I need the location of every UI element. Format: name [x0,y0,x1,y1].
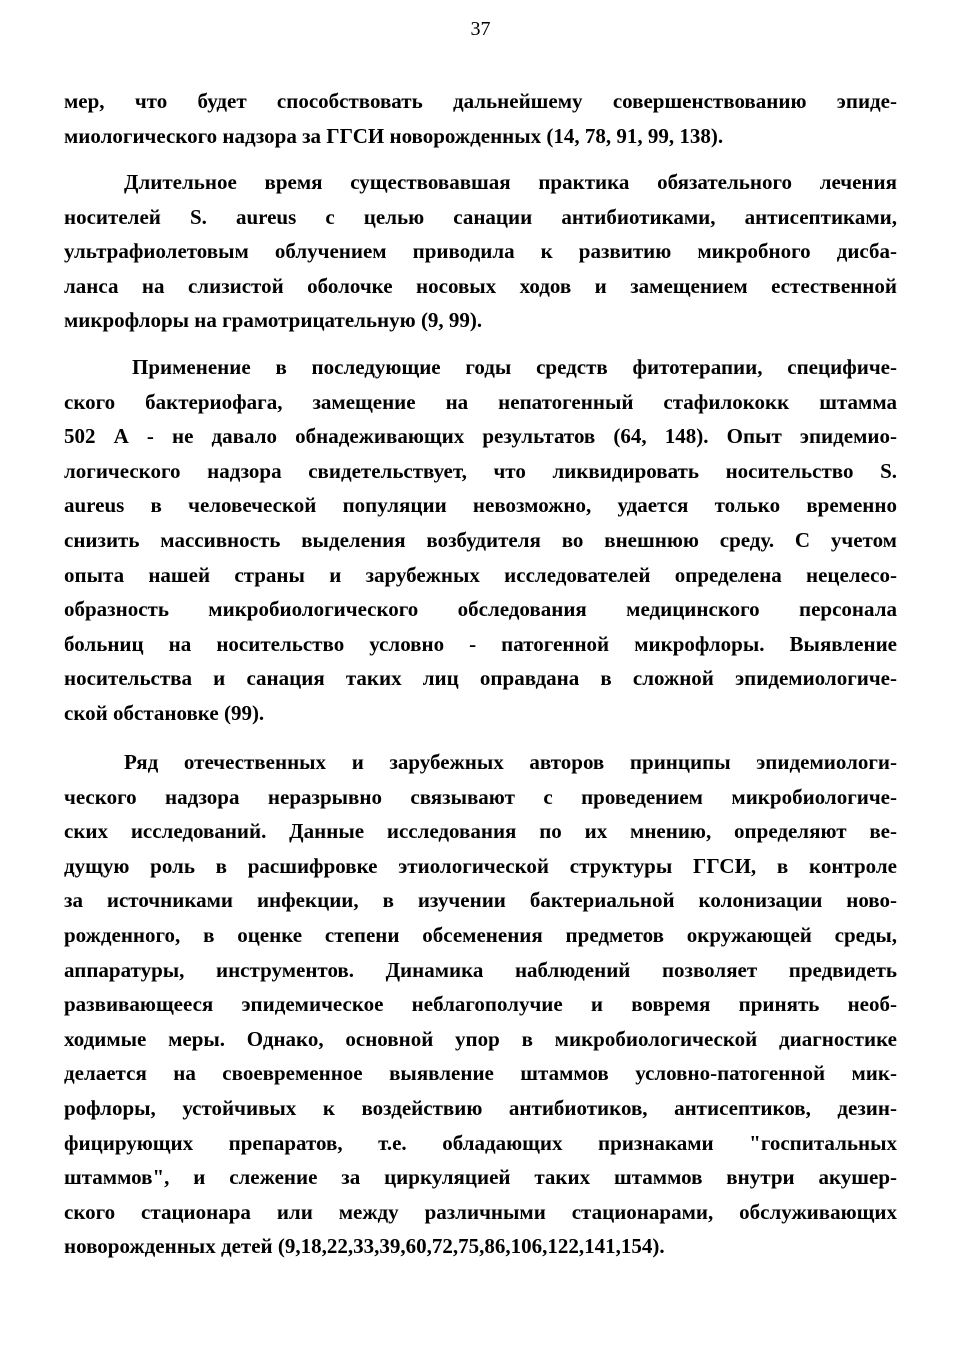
text-line: ского бактериофага, замещение на непатогенный стафилококк штамма [64,389,897,414]
text-line: штаммов", и слежение за циркуляцией таких штаммов внутри акушер- [64,1165,897,1190]
text-line: фицирующих препаратов, т.е. обладающих признаками "госпитальных [64,1130,897,1155]
text-line: аппаратуры, инструментов. Динамика наблюдений позволяет предвидеть [64,957,897,982]
text-line: носительства и санация таких лиц оправдана в сложной эпидемиологиче- [64,666,897,691]
text-line: носителей S. aureus с целью санации антибиотиками, антисептиками, [64,204,897,229]
text-line: миологического надзора за ГГСИ новорожденных (14, 78, 91, 99, 138). [64,123,724,148]
text-line: 502 А - не давало обнадеживающих результатов (64, 148). Опыт эпидемио- [64,424,897,449]
text-line: Длительное время существовавшая практика обязательного лечения [124,170,897,194]
text-line: развивающееся эпидемическое неблагополучие и вовремя принять необ- [64,992,897,1017]
paragraph-1 [64,84,897,153]
text-line: ской обстановке (99). [64,700,265,725]
paragraph-2 [64,165,897,338]
page-number: 37 [470,18,491,40]
text-line: микрофлоры на грамотрицательную (9, 99). [64,308,483,333]
text-line: aureus в человеческой популяции невозможно, удается только временно [64,493,897,518]
paragraph-4 [64,745,897,1264]
text-line: логического надзора свидетельствует, что ликвидировать носительство S. [64,458,897,483]
text-line: за источниками инфекции, в изучении бактериальной колонизации ново- [64,888,897,913]
text-line: ческого надзора неразрывно связывают с проведением микробиологиче- [64,784,897,809]
text-line: образность микробиологического обследования медицинского персонала [64,597,897,622]
text-line: ультрафиолетовым облучением приводила к развитию микробного дисба- [64,239,897,264]
text-line: ланса на слизистой оболочке носовых ходов и замещением естественной [64,273,897,298]
text-line: Ряд отечественных и зарубежных авторов принципы эпидемиологи- [124,750,897,774]
text-line: дущую роль в расшифровке этиологической структуры ГГСИ, в контроле [64,853,897,878]
text-line: ских исследований. Данные исследования по их мнению, определяют ве- [64,819,897,844]
text-line: опыта нашей страны и зарубежных исследователей определена нецелесо- [64,562,897,587]
text-line: ходимые меры. Однако, основной упор в микробиологической диагностике [64,1026,897,1051]
text-line: снизить массивность выделения возбудителя во внешнюю среду. С учетом [64,527,897,552]
text-line: рофлоры, устойчивых к воздействию антибиотиков, антисептиков, дезин- [64,1095,897,1120]
text-line: рожденного, в оценке степени обсеменения предметов окружающей среды, [64,922,897,947]
text-line: ского стационара или между различными стационарами, обслуживающих [64,1199,897,1224]
text-line: Применение в последующие годы средств фитотерапии, специфиче- [132,355,897,379]
text-line: новорожденных детей (9,18,22,33,39,60,72,75,86,106,122,141,154). [64,1234,665,1259]
text-line: больниц на носительство условно - патогенной микрофлоры. Выявление [64,631,897,656]
paragraph-3 [64,350,897,731]
text-line: мер, что будет способствовать дальнейшему совершенствованию эпиде- [64,89,897,113]
text-line: делается на своевременное выявление штаммов условно-патогенной мик- [64,1061,897,1086]
